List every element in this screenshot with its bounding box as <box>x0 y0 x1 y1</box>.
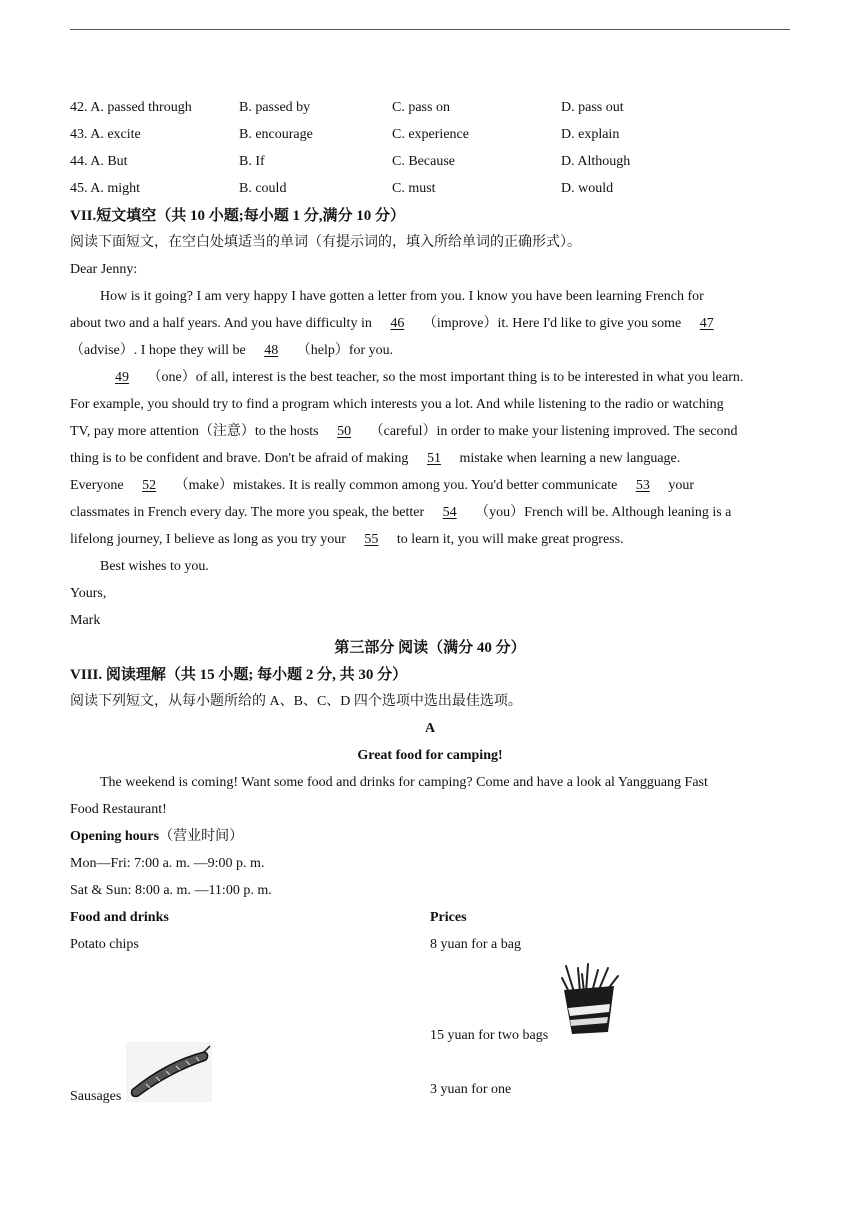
paragraph-line: classmates in French every day. The more you speak, the better 54 （you）French will be. Although leaning is a <box>70 503 731 523</box>
hours-weekday: Mon—Fri: 7:00 a. m. —9:00 p. m. <box>70 856 265 871</box>
paragraph-line: 49 （one）of all, interest is the best teacher, so the most important thing is to be interested in what you learn. <box>100 368 743 388</box>
option-c: C. Because <box>392 154 455 169</box>
price-potato-chips-1: 8 yuan for a bag <box>430 937 521 952</box>
col-prices-header: Prices <box>430 910 467 925</box>
passage-title: Great food for camping! <box>357 748 503 763</box>
hours-weekend: Sat & Sun: 8:00 a. m. —11:00 p. m. <box>70 883 272 898</box>
blank-55: 55 <box>364 532 379 547</box>
option-a: 44. A. But <box>70 154 128 169</box>
blank-46: 46 <box>390 316 405 331</box>
option-a: 45. A. might <box>70 181 141 196</box>
paragraph-line: （advise）. I hope they will be 48 （help）for you. <box>70 341 393 361</box>
paragraph-line: TV, pay more attention（注意）to the hosts 50 （careful）in order to make your listening improved. The second <box>70 422 738 442</box>
greeting: Dear Jenny: <box>70 262 138 277</box>
blank-54: 54 <box>442 505 457 520</box>
paragraph-line: Everyone 52 （make）mistakes. It is really common among you. You'd better communicate 53 your <box>70 476 694 496</box>
sausage-icon <box>126 1042 212 1102</box>
instruction: 阅读下列短文，从每小题所给的 A、B、C、D 四个选项中选出最佳选项。 <box>70 694 522 709</box>
section-heading: VII.短文填空（共 10 小题;每小题 1 分,满分 10 分） <box>70 208 406 224</box>
intro-line: Food Restaurant! <box>70 802 167 817</box>
wishes: Best wishes to you. <box>100 559 209 574</box>
option-b: B. passed by <box>239 100 311 115</box>
option-b: B. encourage <box>239 127 313 142</box>
option-d: D. would <box>561 181 614 196</box>
option-c: C. pass on <box>392 100 450 115</box>
header-rule <box>70 29 790 30</box>
blank-50: 50 <box>337 424 352 439</box>
blank-53: 53 <box>635 478 650 493</box>
blank-48: 48 <box>264 343 279 358</box>
price-sausages: 3 yuan for one <box>430 1082 512 1097</box>
section-heading: VIII. 阅读理解（共 15 小题; 每小题 2 分, 共 30 分） <box>70 667 408 683</box>
option-a: 43. A. excite <box>70 127 141 142</box>
col-food-header: Food and drinks <box>70 910 169 925</box>
option-b: B. could <box>239 181 287 196</box>
fries-icon <box>558 962 624 1036</box>
intro-line: The weekend is coming! Want some food and drinks for camping? Come and have a look al Yangguang Fast <box>100 775 708 790</box>
option-d: D. explain <box>561 127 620 142</box>
blank-52: 52 <box>142 478 157 493</box>
option-c: C. must <box>392 181 436 196</box>
passage-label: A <box>424 721 436 736</box>
closing: Yours, <box>70 586 107 601</box>
option-b: B. If <box>239 154 265 169</box>
signature: Mark <box>70 613 101 628</box>
blank-47: 47 <box>699 316 714 331</box>
option-c: C. experience <box>392 127 469 142</box>
blank-49: 49 <box>115 370 129 385</box>
paragraph-line: lifelong journey, I believe as long as you try your 55 to learn it, you will make great progress. <box>70 530 624 550</box>
paragraph-line: How is it going? I am very happy I have gotten a letter from you. I know you have been learning French for <box>100 289 704 304</box>
price-potato-chips-2: 15 yuan for two bags <box>430 1028 549 1043</box>
blank-51: 51 <box>426 451 441 466</box>
option-a: 42. A. passed through <box>70 100 192 115</box>
paragraph-line: For example, you should try to find a program which interests you a lot. And while listening to the radio or watching <box>70 397 724 412</box>
hours-heading: Opening hours（营业时间） <box>70 829 244 844</box>
instruction: 阅读下面短文，在空白处填适当的单词（有提示词的，填入所给单词的正确形式）。 <box>70 235 581 250</box>
paragraph-line: about two and a half years. And you have difficulty in 46 （improve）it. Here I'd like to give you some 47 <box>70 314 729 334</box>
part-title: 第三部分 阅读（满分 40 分） <box>334 640 526 656</box>
option-d: D. pass out <box>561 100 624 115</box>
paragraph-line: thing is to be confident and brave. Don't be afraid of making 51 mistake when learning a new language. <box>70 449 680 469</box>
item-sausages: Sausages <box>70 1089 122 1104</box>
item-potato-chips: Potato chips <box>70 937 139 952</box>
option-d: D. Although <box>561 154 631 169</box>
